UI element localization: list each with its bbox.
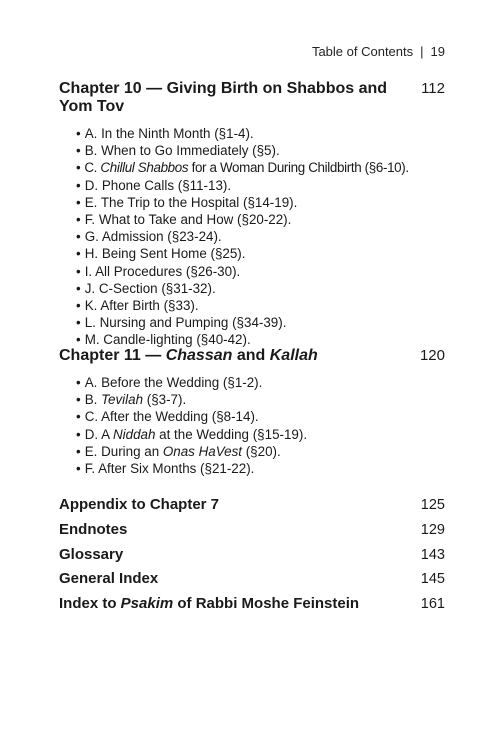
- list-item[interactable]: • B. Tevilah (§3-7).: [76, 392, 187, 408]
- chapter-10-title: Chapter 10 — Giving Birth on Shabbos and Yom Tov: [59, 80, 388, 115]
- back-matter-list: [59, 496, 445, 620]
- toc-entry-appendix[interactable]: Appendix to Chapter 7 125: [59, 496, 445, 513]
- toc-entry-general-index[interactable]: General Index 145: [59, 570, 445, 588]
- list-item[interactable]: • I. All Procedures (§26-30).: [76, 263, 241, 279]
- chapter-10-item-list: [59, 125, 445, 349]
- list-item[interactable]: • J. C-Section (§31-32).: [76, 280, 216, 296]
- list-item[interactable]: • K. After Birth (§33).: [76, 298, 199, 314]
- running-header-title: Table of Contents: [311, 44, 414, 59]
- chapter-10-heading[interactable]: [59, 80, 445, 116]
- toc-entry-psakim-index[interactable]: Index to Psakim of Rabbi Moshe Feinstein 161: [59, 595, 445, 613]
- page-number: 19: [430, 44, 445, 59]
- chapter-11-section: [59, 347, 445, 477]
- list-item[interactable]: • C. After the Wedding (§8-14).: [76, 409, 259, 425]
- list-item[interactable]: • B. When to Go Immediately (§5).: [76, 143, 280, 159]
- list-item[interactable]: • D. A Niddah at the Wedding (§15-19).: [76, 426, 308, 442]
- running-header: [312, 44, 445, 59]
- header-separator: |: [420, 44, 424, 59]
- chapter-10-page: 112: [421, 80, 445, 97]
- list-item[interactable]: • C. Chillul Shabbos for a Woman During Childbirth (§6-10).: [76, 160, 409, 176]
- chapter-11-title: Chapter 11 — Chassan and Kallah: [59, 347, 318, 364]
- chapter-11-item-list: [59, 374, 445, 477]
- list-item[interactable]: • D. Phone Calls (§11-13).: [76, 177, 232, 193]
- toc-entry-glossary[interactable]: Glossary 143: [59, 545, 445, 563]
- chapter-11-page: 120: [419, 347, 445, 364]
- list-item[interactable]: • G. Admission (§23-24).: [76, 229, 222, 245]
- list-item[interactable]: • A. In the Ninth Month (§1-4).: [76, 126, 254, 141]
- list-item[interactable]: • F. After Six Months (§21-22).: [76, 461, 255, 477]
- list-item[interactable]: • A. Before the Wedding (§1-2).: [76, 375, 263, 390]
- chapter-11-heading[interactable]: [59, 347, 445, 365]
- chapter-10-section: [59, 80, 445, 349]
- list-item[interactable]: • H. Being Sent Home (§25).: [76, 246, 246, 262]
- list-item[interactable]: • F. What to Take and How (§20-22).: [76, 212, 292, 228]
- list-item[interactable]: • E. The Trip to the Hospital (§14-19).: [76, 194, 298, 210]
- list-item[interactable]: • M. Candle-lighting (§40-42).: [76, 332, 251, 348]
- list-item[interactable]: • L. Nursing and Pumping (§34-39).: [76, 315, 287, 331]
- list-item[interactable]: • E. During an Onas HaVest (§20).: [76, 443, 281, 459]
- toc-entry-endnotes[interactable]: Endnotes 129: [59, 520, 445, 538]
